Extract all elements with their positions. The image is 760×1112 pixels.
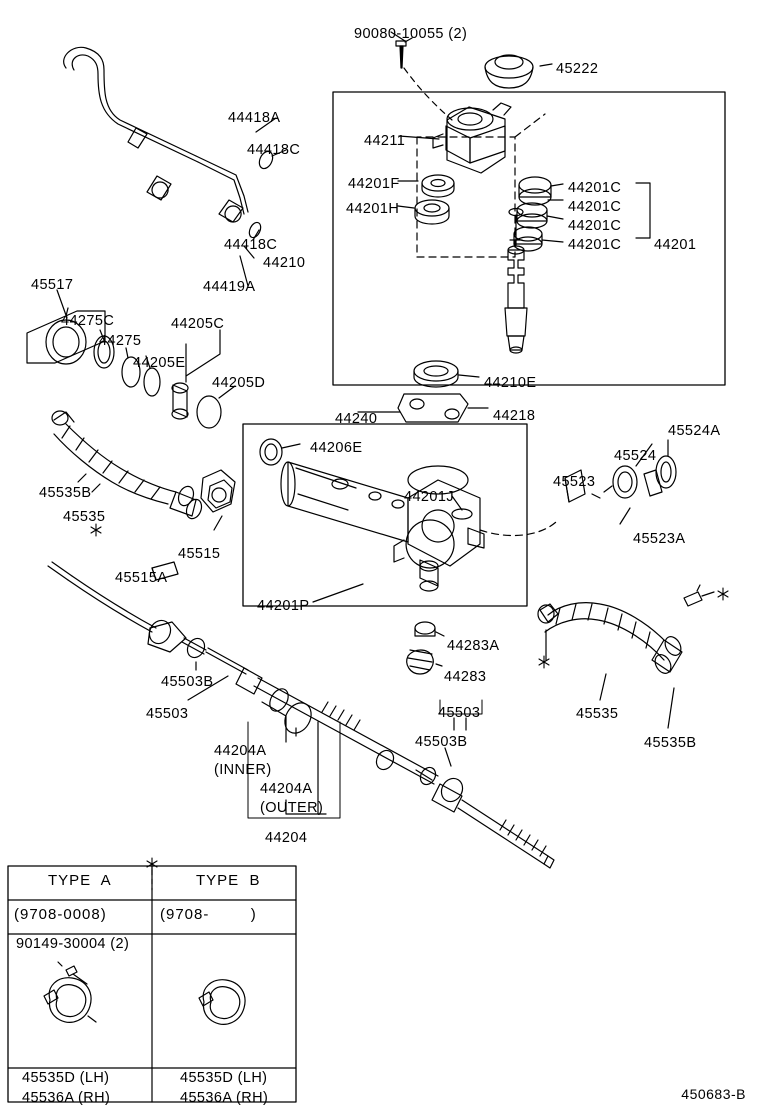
part-label: 90080-10055 (2) bbox=[354, 26, 468, 42]
part-label: 44201C bbox=[568, 180, 622, 196]
part-label: 45524A bbox=[668, 423, 721, 439]
part-label: 44418C bbox=[247, 142, 301, 158]
part-label: 45523 bbox=[553, 474, 596, 490]
part-label: 44201C bbox=[568, 218, 622, 234]
part-label: 44211 bbox=[364, 133, 406, 149]
part-label: 44283 bbox=[444, 669, 487, 685]
part-label: 45503 bbox=[146, 706, 189, 722]
part-label: 44204A bbox=[214, 743, 267, 759]
part-label: 44206E bbox=[310, 440, 363, 456]
table-header-type-b: TYPE B bbox=[196, 872, 261, 889]
part-label: 45523A bbox=[633, 531, 686, 547]
part-label: 45535 bbox=[576, 706, 619, 722]
part-label: 44210E bbox=[484, 375, 537, 391]
part-label: 45503 bbox=[438, 705, 481, 721]
part-label: 44201F bbox=[348, 176, 400, 192]
table-subheader-type-b: (9708- ) bbox=[160, 906, 257, 923]
part-label: 45535 bbox=[63, 509, 106, 525]
drawing-code: 450683-B bbox=[681, 1085, 746, 1102]
part-label: (INNER) bbox=[214, 762, 272, 778]
table-subheader-type-a: (9708-0008) bbox=[14, 906, 107, 923]
part-label: 44419A bbox=[203, 279, 256, 295]
part-label: 44201C bbox=[568, 237, 622, 253]
table-header-type-a: TYPE A bbox=[48, 872, 112, 889]
type-a-part-lh: 45535D (LH) bbox=[22, 1070, 110, 1086]
type-b-part-rh: 45536A (RH) bbox=[180, 1090, 269, 1106]
part-label: 44218 bbox=[493, 408, 536, 424]
type-b-part-lh: 45535D (LH) bbox=[180, 1070, 268, 1086]
part-label: 45503B bbox=[415, 734, 468, 750]
part-label: 45524 bbox=[614, 448, 657, 464]
part-label: 44418A bbox=[228, 110, 281, 126]
part-label: 45503B bbox=[161, 674, 214, 690]
part-label: 44210 bbox=[263, 255, 306, 271]
part-label: 44204 bbox=[265, 830, 308, 846]
type-a-bolt-label: 90149-30004 (2) bbox=[16, 936, 130, 952]
part-label: 44204A bbox=[260, 781, 313, 797]
part-label: 44205D bbox=[212, 375, 266, 391]
part-label: 44418C bbox=[224, 237, 278, 253]
part-label: 45515A bbox=[115, 570, 168, 586]
type-a-part-rh: 45536A (RH) bbox=[22, 1090, 111, 1106]
part-label: 44201P bbox=[257, 598, 310, 614]
part-label: 45222 bbox=[556, 61, 599, 77]
part-label: 44201 bbox=[654, 237, 697, 253]
part-label: 44240 bbox=[335, 411, 378, 427]
part-label: 44205E bbox=[133, 355, 186, 371]
part-label: 44275 bbox=[99, 333, 142, 349]
part-label: 45517 bbox=[31, 277, 74, 293]
part-label: 45515 bbox=[178, 546, 221, 562]
part-label: 44201J bbox=[404, 489, 454, 505]
part-label: 44283A bbox=[447, 638, 500, 654]
part-label: 44205C bbox=[171, 316, 225, 332]
part-label: 44201H bbox=[346, 201, 400, 217]
part-label: 44275C bbox=[61, 313, 115, 329]
part-label: 44201C bbox=[568, 199, 622, 215]
part-label: (OUTER) bbox=[260, 800, 324, 816]
part-label: 45535B bbox=[644, 735, 697, 751]
part-label: 45535B bbox=[39, 485, 92, 501]
